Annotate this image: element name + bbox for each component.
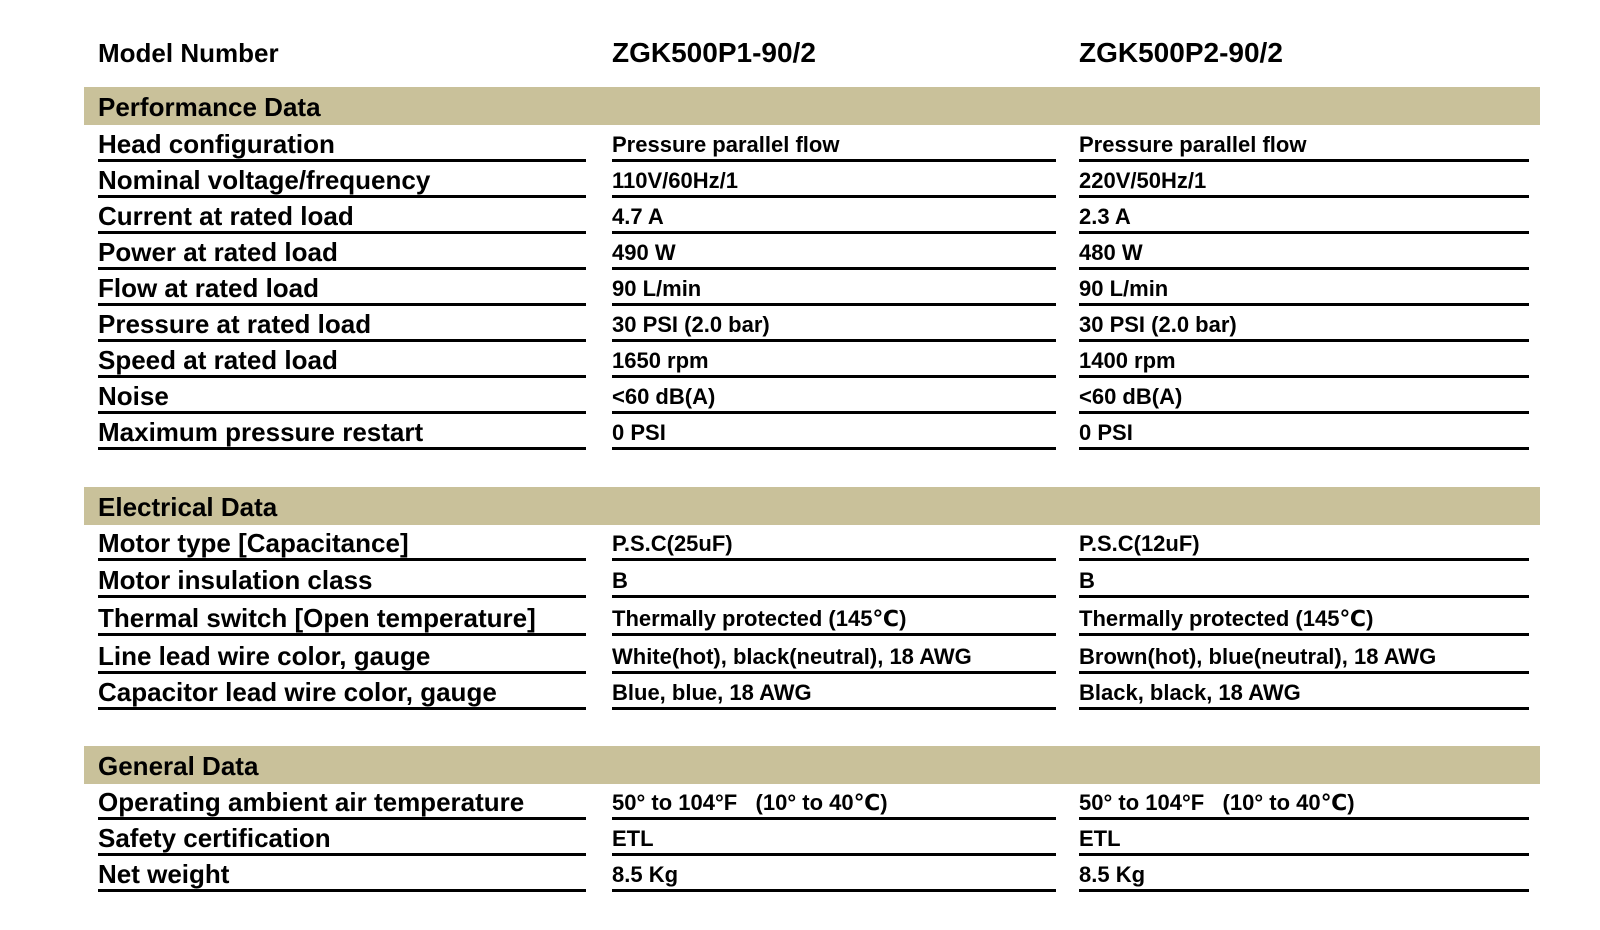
spec-label: Noise	[98, 378, 586, 414]
spec-value-p2: Pressure parallel flow	[1079, 126, 1529, 162]
spec-row-motor-type	[0, 525, 1600, 561]
spec-label: Motor type [Capacitance]	[98, 525, 586, 561]
spec-value-p1: <60 dB(A)	[612, 378, 1056, 414]
spec-value-p2: 0 PSI	[1079, 414, 1529, 450]
spec-label: Maximum pressure restart	[98, 414, 586, 450]
spec-label: Power at rated load	[98, 234, 586, 270]
spec-value-p2: <60 dB(A)	[1079, 378, 1529, 414]
spec-row-power	[0, 234, 1600, 270]
spec-label: Speed at rated load	[98, 342, 586, 378]
spec-value-p2: P.S.C(12uF)	[1079, 525, 1529, 561]
spec-value-p2: 1400 rpm	[1079, 342, 1529, 378]
spec-row-head-configuration	[0, 126, 1600, 162]
spec-row-max-pressure-restart	[0, 414, 1600, 450]
section-header	[84, 487, 1540, 525]
spec-value-p2: 2.3 A	[1079, 198, 1529, 234]
section-header	[84, 746, 1540, 784]
spec-value-p2: ETL	[1079, 820, 1529, 856]
spec-label: Flow at rated load	[98, 270, 586, 306]
spec-row-thermal-switch	[0, 600, 1600, 636]
model-p2-name: ZGK500P2-90/2	[1079, 37, 1283, 68]
spec-row-pressure	[0, 306, 1600, 342]
spec-row-nominal-voltage	[0, 162, 1600, 198]
spec-value-p2: 480 W	[1079, 234, 1529, 270]
section-header	[84, 87, 1540, 125]
model-p1-name: ZGK500P1-90/2	[612, 37, 816, 68]
model-number-row	[0, 36, 1600, 70]
spec-value-p1: 30 PSI (2.0 bar)	[612, 306, 1056, 342]
spec-row-current	[0, 198, 1600, 234]
spec-row-flow	[0, 270, 1600, 306]
spec-row-insulation-class	[0, 562, 1600, 598]
spec-label: Safety certification	[98, 820, 586, 856]
section-title: Electrical Data	[98, 492, 278, 522]
spec-label: Thermal switch [Open temperature]	[98, 600, 586, 636]
spec-row-safety-certification	[0, 820, 1600, 856]
spec-value-p2: 50° to 104°F (10° to 40℃)	[1079, 784, 1529, 820]
spec-value-p1: Blue, blue, 18 AWG	[612, 674, 1056, 710]
spec-value-p1: 490 W	[612, 234, 1056, 270]
spec-label: Capacitor lead wire color, gauge	[98, 674, 586, 710]
spec-value-p1: ETL	[612, 820, 1056, 856]
spec-value-p1: 0 PSI	[612, 414, 1056, 450]
spec-value-p2: 30 PSI (2.0 bar)	[1079, 306, 1529, 342]
spec-label: Motor insulation class	[98, 562, 586, 598]
spec-value-p2: 8.5 Kg	[1079, 856, 1529, 892]
spec-value-p2: 90 L/min	[1079, 270, 1529, 306]
spec-value-p1: B	[612, 562, 1056, 598]
spec-value-p2: 220V/50Hz/1	[1079, 162, 1529, 198]
spec-row-ambient-temperature	[0, 784, 1600, 820]
spec-value-p1: 1650 rpm	[612, 342, 1056, 378]
model-number-label: Model Number	[98, 38, 279, 68]
section-title: General Data	[98, 751, 259, 781]
spec-row-net-weight	[0, 856, 1600, 892]
spec-row-noise	[0, 378, 1600, 414]
spec-value-p1: Thermally protected (145℃)	[612, 600, 1056, 636]
spec-row-capacitor-lead-wire	[0, 674, 1600, 710]
spec-label: Head configuration	[98, 126, 586, 162]
spec-value-p2: Black, black, 18 AWG	[1079, 674, 1529, 710]
spec-value-p1: 110V/60Hz/1	[612, 162, 1056, 198]
spec-row-line-lead-wire	[0, 638, 1600, 674]
spec-value-p1: White(hot), black(neutral), 18 AWG	[612, 638, 1056, 674]
spec-label: Nominal voltage/frequency	[98, 162, 586, 198]
spec-label: Current at rated load	[98, 198, 586, 234]
spec-value-p1: 8.5 Kg	[612, 856, 1056, 892]
spec-row-speed	[0, 342, 1600, 378]
spec-value-p1: 4.7 A	[612, 198, 1056, 234]
spec-value-p2: B	[1079, 562, 1529, 598]
spec-label: Pressure at rated load	[98, 306, 586, 342]
spec-value-p2: Thermally protected (145℃)	[1079, 600, 1529, 636]
spec-value-p1: 90 L/min	[612, 270, 1056, 306]
spec-label: Operating ambient air temperature	[98, 784, 586, 820]
spec-value-p1: Pressure parallel flow	[612, 126, 1056, 162]
section-title: Performance Data	[98, 92, 321, 122]
spec-value-p1: P.S.C(25uF)	[612, 525, 1056, 561]
spec-value-p1: 50° to 104°F (10° to 40℃)	[612, 784, 1056, 820]
spec-label: Line lead wire color, gauge	[98, 638, 586, 674]
spec-label: Net weight	[98, 856, 586, 892]
spec-value-p2: Brown(hot), blue(neutral), 18 AWG	[1079, 638, 1529, 674]
